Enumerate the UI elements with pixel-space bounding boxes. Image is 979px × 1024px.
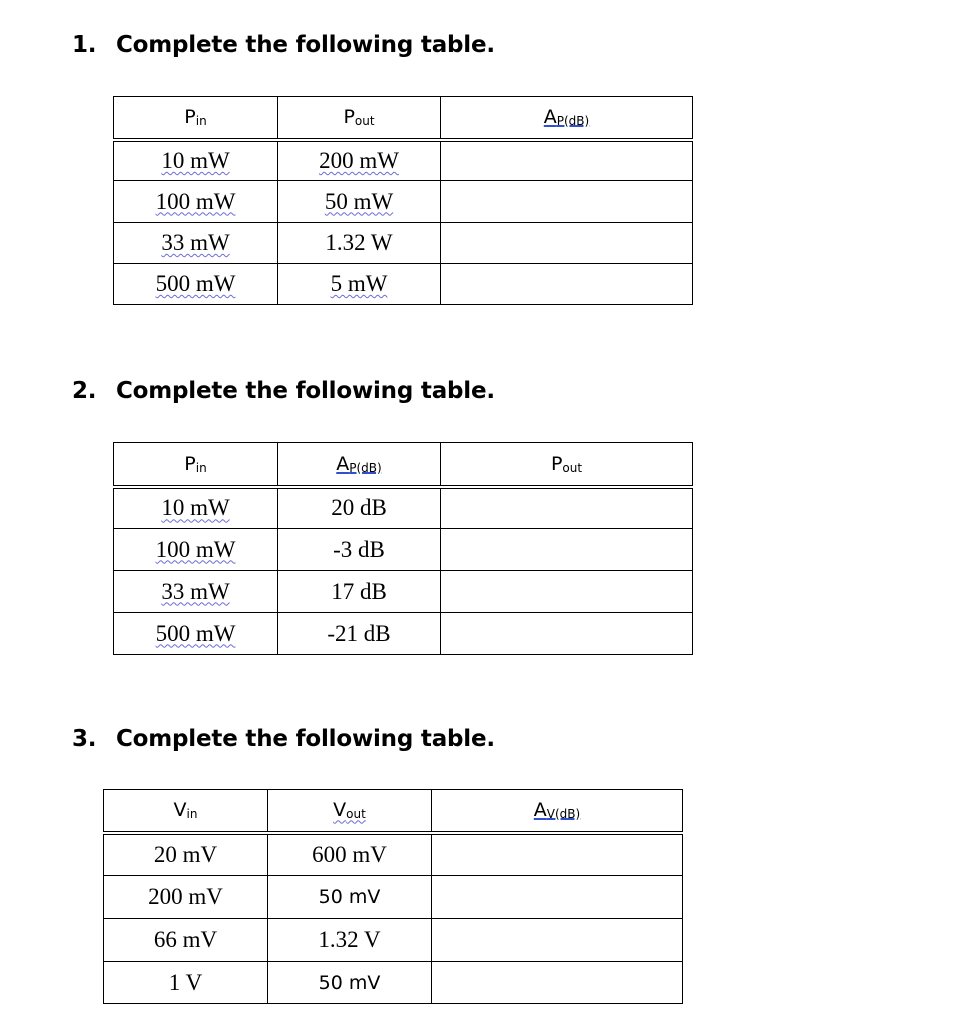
table-row xyxy=(114,181,693,223)
cell-v-out: 600 mV xyxy=(268,833,432,876)
answer-cell[interactable] xyxy=(441,571,693,613)
cell-p-out: 50 mW xyxy=(278,181,441,223)
table-row xyxy=(114,223,693,264)
question-number: 2. xyxy=(72,378,97,404)
power-gain-table-1 xyxy=(113,96,693,305)
cell-p-in: 500 mW xyxy=(114,264,278,305)
question-number: 3. xyxy=(72,726,97,752)
table-row xyxy=(104,876,683,919)
question-text: Complete the following table. xyxy=(116,726,495,752)
cell-p-out: 200 mW xyxy=(278,140,441,181)
cell-p-out: 1.32 W xyxy=(278,223,441,264)
question-1-heading xyxy=(72,32,495,58)
cell-v-out: 50 mV xyxy=(268,876,432,919)
question-text: Complete the following table. xyxy=(116,378,495,404)
cell-p-in: 10 mW xyxy=(114,140,278,181)
answer-cell[interactable] xyxy=(432,833,683,876)
answer-cell[interactable] xyxy=(432,919,683,962)
header-row xyxy=(104,790,683,833)
question-text: Complete the following table. xyxy=(116,32,495,58)
power-gain-table-2 xyxy=(113,442,693,655)
table-row xyxy=(114,140,693,181)
header-p-in: Pin xyxy=(114,443,278,487)
cell-v-in: 66 mV xyxy=(104,919,268,962)
voltage-gain-table xyxy=(103,789,683,1004)
table-row xyxy=(104,962,683,1004)
cell-p-out: 5 mW xyxy=(278,264,441,305)
cell-ap-db: 17 dB xyxy=(278,571,441,613)
question-2-heading xyxy=(72,378,495,404)
cell-ap-db: -21 dB xyxy=(278,613,441,655)
table-row xyxy=(114,571,693,613)
cell-p-in: 100 mW xyxy=(114,181,278,223)
cell-p-in: 33 mW xyxy=(114,571,278,613)
answer-cell[interactable] xyxy=(441,264,693,305)
answer-cell[interactable] xyxy=(432,962,683,1004)
header-p-out: Pout xyxy=(441,443,693,487)
answer-cell[interactable] xyxy=(441,487,693,529)
cell-v-out: 50 mV xyxy=(268,962,432,1004)
answer-cell[interactable] xyxy=(441,223,693,264)
header-v-in: Vin xyxy=(104,790,268,833)
cell-p-in: 500 mW xyxy=(114,613,278,655)
table-row xyxy=(104,919,683,962)
answer-cell[interactable] xyxy=(441,613,693,655)
header-ap-db: AP(dB) xyxy=(278,443,441,487)
cell-p-in: 33 mW xyxy=(114,223,278,264)
cell-p-in: 100 mW xyxy=(114,529,278,571)
cell-v-in: 200 mV xyxy=(104,876,268,919)
header-ap-db: AP(dB) xyxy=(441,97,693,140)
table-row xyxy=(114,529,693,571)
cell-p-in: 10 mW xyxy=(114,487,278,529)
cell-ap-db: 20 dB xyxy=(278,487,441,529)
answer-cell[interactable] xyxy=(441,140,693,181)
header-row xyxy=(114,97,693,140)
header-p-out: Pout xyxy=(278,97,441,140)
header-p-in: Pin xyxy=(114,97,278,140)
table-row xyxy=(114,613,693,655)
question-number: 1. xyxy=(72,32,97,58)
answer-cell[interactable] xyxy=(441,529,693,571)
table-row xyxy=(114,264,693,305)
answer-cell[interactable] xyxy=(441,181,693,223)
table-row xyxy=(114,487,693,529)
table-row xyxy=(104,833,683,876)
cell-v-in: 20 mV xyxy=(104,833,268,876)
header-v-out: Vout xyxy=(268,790,432,833)
answer-cell[interactable] xyxy=(432,876,683,919)
header-av-db: AV(dB) xyxy=(432,790,683,833)
cell-v-in: 1 V xyxy=(104,962,268,1004)
cell-v-out: 1.32 V xyxy=(268,919,432,962)
question-3-heading xyxy=(72,726,495,752)
cell-ap-db: -3 dB xyxy=(278,529,441,571)
header-row xyxy=(114,443,693,487)
